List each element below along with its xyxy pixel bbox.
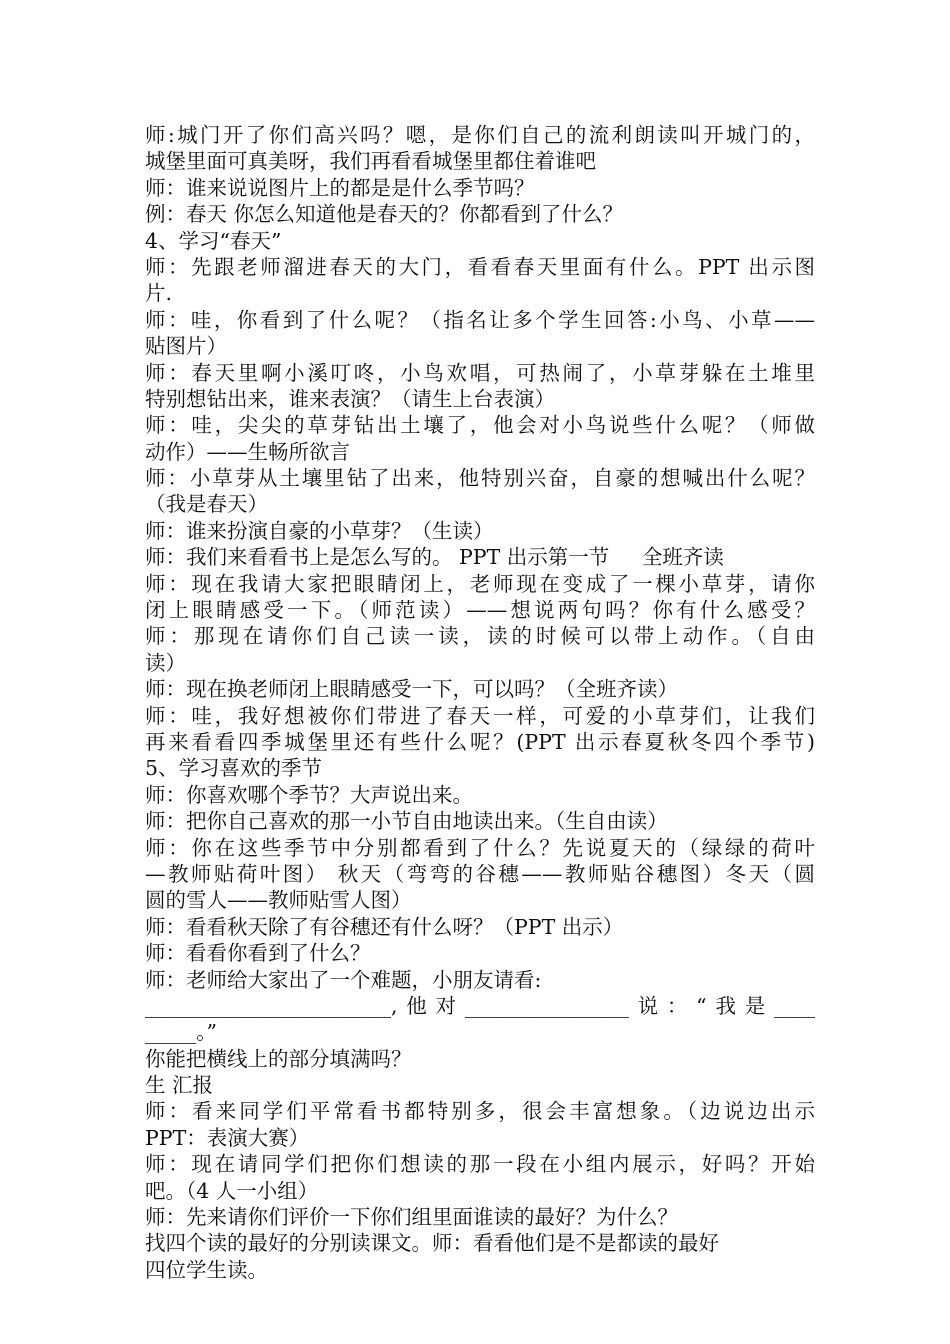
text-line: 吧。（4 人一小组） — [145, 1178, 319, 1203]
text-line: 动作）——生畅所欲言 — [145, 439, 350, 464]
text-line: 师：春天里啊小溪叮咚，小鸟欢唱，可热闹了，小草芽躲在土堆里 — [145, 360, 815, 385]
text-line: 特别想钻出来，谁来表演？（请生上台表演） — [145, 386, 555, 411]
text-line: （我是春天） — [145, 492, 268, 517]
text-line: 读） — [145, 650, 186, 675]
text-line: 城堡里面可真美呀，我们再看看城堡里都住着谁吧 — [145, 149, 596, 174]
text-line: 师：小草芽从土壤里钻了出来，他特别兴奋，自豪的想喊出什么呢？ — [145, 466, 815, 491]
fill-in-blank-line: ________________________,他对________________说：“我是____ — [145, 993, 815, 1018]
text-line: 生 汇报 — [145, 1073, 214, 1098]
text-line: 闭上眼睛感受一下。（师范读）——想说两句吗？你有什么感受？ — [145, 598, 815, 623]
text-line: 师：先来请你们评价一下你们组里面谁读的最好？为什么？ — [145, 1205, 678, 1230]
text-line: 师：那现在请你们自己读一读，读的时候可以带上动作。（自由 — [145, 624, 815, 649]
text-line: —教师贴荷叶图） 秋天（弯弯的谷穗——教师贴谷穗图）冬天（圆 — [145, 861, 815, 886]
text-line: 贴图片） — [145, 334, 227, 359]
section-heading: 5、学习喜欢的季节 — [145, 756, 323, 781]
text-line: 再来看看四季城堡里还有些什么呢？(PPT 出示春夏秋冬四个季节) — [145, 729, 815, 754]
text-line: 师：先跟老师溜进春天的大门，看看春天里面有什么。PPT 出示图 — [145, 254, 815, 279]
text-line: 师:城门开了你们高兴吗？嗯，是你们自己的流利朗读叫开城门的， — [145, 123, 815, 147]
fill-in-blank-line: _____。” — [145, 1020, 217, 1045]
text-line: 师：哇，你看到了什么呢？（指名让多个学生回答:小鸟、小草—— — [145, 307, 815, 332]
text-line: 你能把横线上的部分填满吗？ — [145, 1046, 412, 1071]
text-line: PPT：表演大赛） — [145, 1125, 310, 1150]
text-line: 师：哇，我好想被你们带进了春天一样，可爱的小草芽们，让我们 — [145, 703, 815, 728]
text-line: 圆的雪人——教师贴雪人图） — [145, 888, 412, 913]
text-line: 师：谁来扮演自豪的小草芽？（生读） — [145, 518, 494, 543]
text-line: 师：现在我请大家把眼睛闭上，老师现在变成了一棵小草芽，请你 — [145, 571, 815, 596]
text-line: 师：谁来说说图片上的都是是什么季节吗？ — [145, 175, 535, 200]
text-line: 师：看来同学们平常看书都特别多，很会丰富想象。（边说边出示 — [145, 1099, 815, 1124]
text-line: 师：现在请同学们把你们想读的那一段在小组内展示，好吗？开始 — [145, 1152, 815, 1177]
text-line: 师：哇，尖尖的草芽钻出土壤了，他会对小鸟说些什么呢？（师做 — [145, 413, 815, 438]
text-line: 师：看看秋天除了有谷穗还有什么呀？（PPT 出示） — [145, 914, 624, 939]
text-line: 四位学生读。 — [145, 1257, 268, 1282]
text-line: 片. — [145, 281, 173, 306]
text-line: 师：你在这些季节中分别都看到了什么？先说夏天的（绿绿的荷叶 — [145, 835, 815, 860]
section-heading: 4、学习“春天” — [145, 228, 282, 253]
text-line: 师：把你自己喜欢的那一小节自由地读出来。（生自由读） — [145, 809, 668, 834]
text-line: 找四个读的最好的分别读课文。师：看看他们是不是都读的最好 — [145, 1231, 719, 1256]
text-line: 师：现在换老师闭上眼睛感受一下，可以吗？（全班齐读） — [145, 677, 678, 702]
text-line: 师：看看你看到了什么？ — [145, 941, 371, 966]
lesson-text — [145, 122, 815, 1283]
text-line: 例：春天 你怎么知道他是春天的？你都看到了什么？ — [145, 202, 624, 227]
text-line: 师：老师给大家出了一个难题，小朋友请看: — [145, 967, 542, 992]
text-line: 师：我们来看看书上是怎么写的。 PPT 出示第一节 全班齐读 — [145, 545, 724, 570]
text-line: 师：你喜欢哪个季节？大声说出来。 — [145, 782, 473, 807]
